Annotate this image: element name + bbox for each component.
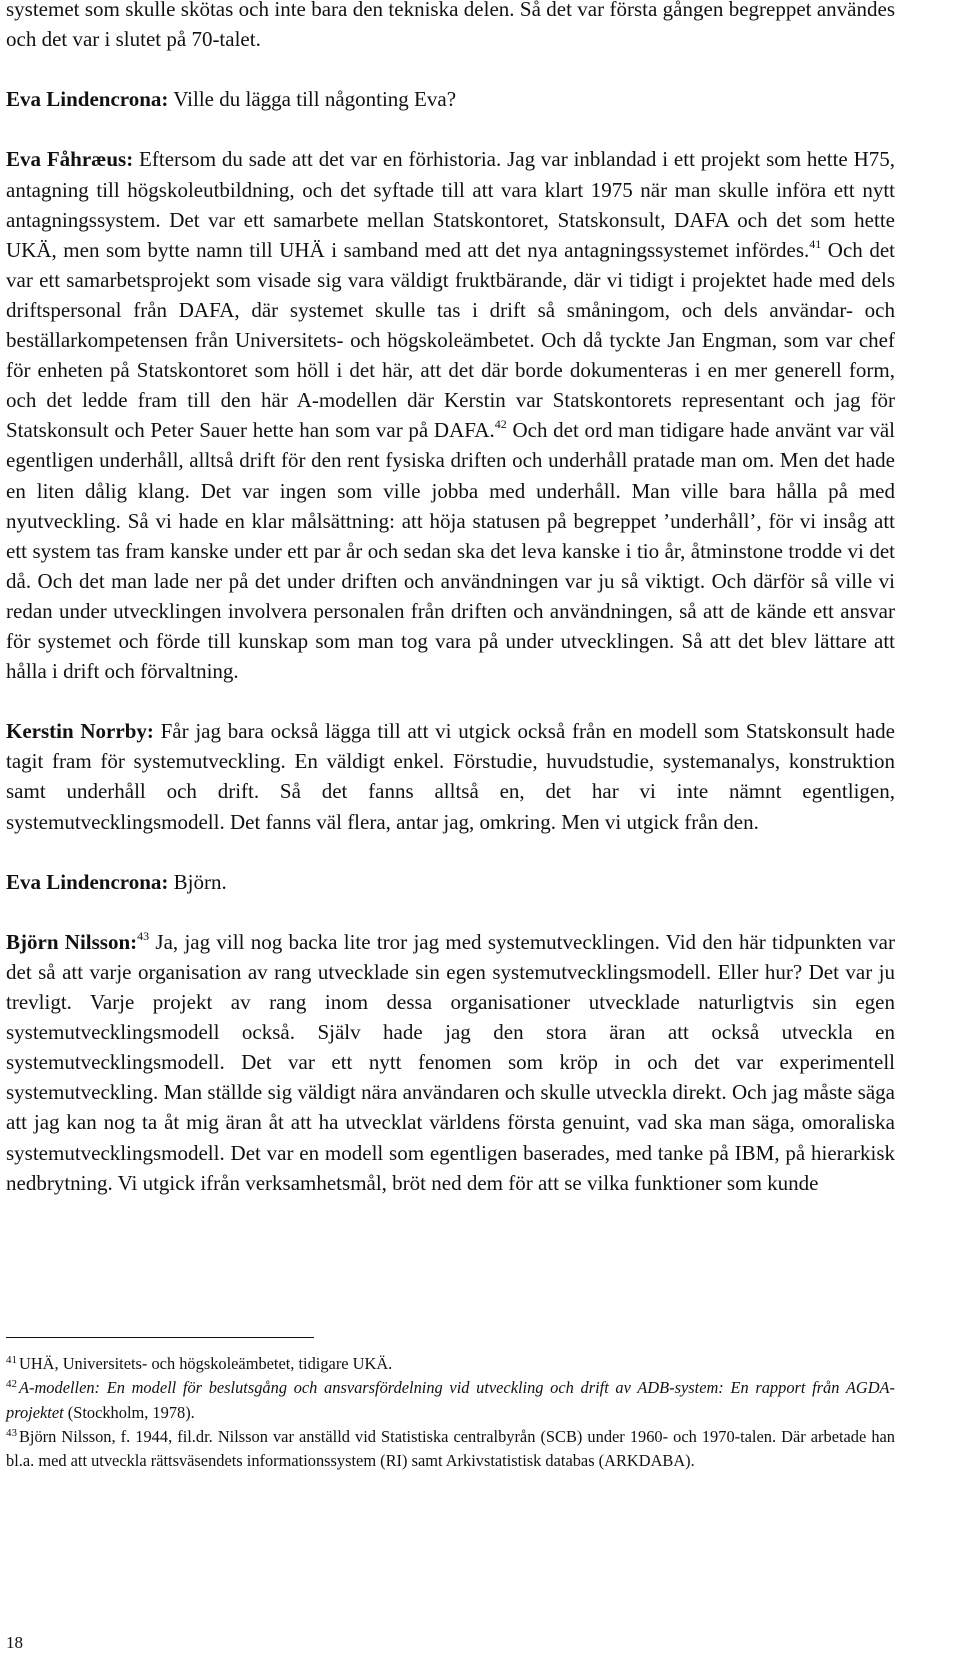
speaker-name: Eva Lindencrona: xyxy=(6,869,169,894)
transcript-body xyxy=(6,0,895,1198)
speaker-name: Björn Nilsson: xyxy=(6,929,138,954)
footnotes xyxy=(6,1352,895,1473)
paragraph-text: Björn. xyxy=(168,869,227,894)
footnote-separator xyxy=(6,1337,314,1338)
footnote-number: 41 xyxy=(6,1354,17,1366)
footnote-number: 43 xyxy=(6,1426,17,1439)
speaker-name: Eva Lindencrona: xyxy=(6,87,169,112)
footnote xyxy=(6,1352,895,1376)
paragraph-text: Ville du lägga till någonting Eva? xyxy=(168,87,457,112)
transcript-paragraph xyxy=(6,716,895,836)
paragraph-text: Eftersom du sade att det var en förhistoria. Jag var inblandad i ett projekt som hette H75, antagning till högskoleutbildning, och det syftade till att vara klart 1975 när man skulle införa ett nytt antagningssystem. Det var ett samarbete mellan Statskontoret, Statskonsult, DAFA och det som hette UKÄ, men som bytte namn till UHÄ i samband med att det nya antagningssystemet infördes. xyxy=(6,147,895,262)
footnote-reference: 42 xyxy=(494,417,507,432)
transcript-paragraph xyxy=(6,144,895,686)
transcript-paragraph xyxy=(6,867,895,897)
cited-title: A-modellen: En modell för beslutsgång och ansvarsfördelning vid utveckling och drift av ADB-system: En rapport från AGDA-projektet xyxy=(6,1378,895,1422)
footnote-reference: 43 xyxy=(137,928,150,943)
paragraph-text: systemet som skulle skötas och inte bara den tekniska delen. Så det var första gången begreppet användes och det var i slutet på 70-talet. xyxy=(6,0,895,52)
footnote xyxy=(6,1425,895,1474)
paragraph-text: Får jag bara också lägga till att vi utgick också från en modell som Statskonsult hade tagit fram för systemutveckling. En väldigt enkel. Förstudie, huvudstudie, systemanalys, konstruktion samt underhåll och drift. Så det fanns alltså en, det har vi inte nämnt egentligen, systemutvecklingsmodell. Det fanns väl flera, antar jag, omkring. Men vi utgick från den. xyxy=(6,719,895,834)
footnote-reference: 41 xyxy=(809,236,822,251)
paragraph-text: Och det ord man tidigare hade använt var väl egentligen underhåll, alltså drift för den rent fysiska driften och underhåll pratade man om. Men det hade en liten dålig klang. Det var ingen som ville jobba med underhåll. Man ville bara hålla på med nyutveckling. Så vi hade en klar målsättning: att höja statusen på begreppet ’underhåll’, för vi insåg att ett system tas fram kanske under ett par år och sedan ska det leva kanske i tio år, åtminstone trodde vi det då. Och det man lade ner på det under driften och användningen var ju så viktigt. Och därför så ville vi redan under utvecklingen involvera personalen från driften och användningen, så att de kände ett ansvar för systemet och förde till kunskap som man tog vara på under utvecklingen. Så att det blev lättare att hålla i drift och förvaltning. xyxy=(6,418,895,684)
paragraph-text: Björn Nilsson, f. 1944, fil.dr. Nilsson var anställd vid Statistiska centralbyrån (SCB) under 1960- och 1970-talen. Där arbetade han bl.a. med att utveckla rättsväsendets informationssystem (RI) samt Arkivstatistisk databas (ARKDABA). xyxy=(6,1426,895,1471)
footnote xyxy=(6,1376,895,1425)
paragraph-text: Ja, jag vill nog backa lite tror jag med systemutvecklingen. Vid den här tidpunkten var det så att varje organisation av rang utvecklade sin egen systemutvecklingsmodell. Eller hur? Det var ju trevligt. Varje projekt av rang inom dessa organisationer utvecklade naturligtvis sin egen systemutvecklingsmodell också. Själv hade jag den stora äran att också utveckla en systemutvecklingsmodell. Det var ett nytt fenomen som kröp in och det var experimentell systemutveckling. Man ställde sig väldigt nära användaren och skulle utveckla direkt. Och jag måste säga att jag kan nog ta åt mig äran åt att ha utvecklat världens första genuint, vad ska man säga, omoraliska systemutvecklingsmodell. Det var en modell som egentligen baserades, med tanke på IBM, på hierarkisk nedbrytning. Vi utgick ifrån verksamhetsmål, bröt ned dem för att se vilka funktioner som kunde xyxy=(6,929,895,1195)
paragraph-text: UHÄ, Universitets- och högskoleämbetet, tidigare UKÄ. xyxy=(19,1354,393,1373)
paragraph-text: (Stockholm, 1978). xyxy=(63,1402,195,1422)
transcript-paragraph xyxy=(6,927,895,1198)
footnote-number: 42 xyxy=(6,1378,17,1391)
speaker-name: Eva Fåhræus: xyxy=(6,147,134,172)
transcript-paragraph xyxy=(6,0,895,54)
transcript-paragraph xyxy=(6,84,895,114)
page-number: 18 xyxy=(6,1633,23,1652)
speaker-name: Kerstin Norrby: xyxy=(6,719,154,744)
paragraph-text: Och det var ett samarbetsprojekt som visade sig vara väldigt fruktbärande, där vi tidigt i projektet hade med dels driftspersonal från DAFA, där systemet skulle tas i drift så småningom, och dels användar- och beställarkompetensen från Universitets- och högskoleämbetet. Och då tyckte Jan Engman, som var chef för enheten på Statskontoret som höll i det här, att det där borde dokumenteras i en mer generell form, och det ledde fram till den här A-modellen där Kerstin var Statskontorets representant och jag för Statskonsult och Peter Sauer hette han som var på DAFA. xyxy=(6,237,895,443)
